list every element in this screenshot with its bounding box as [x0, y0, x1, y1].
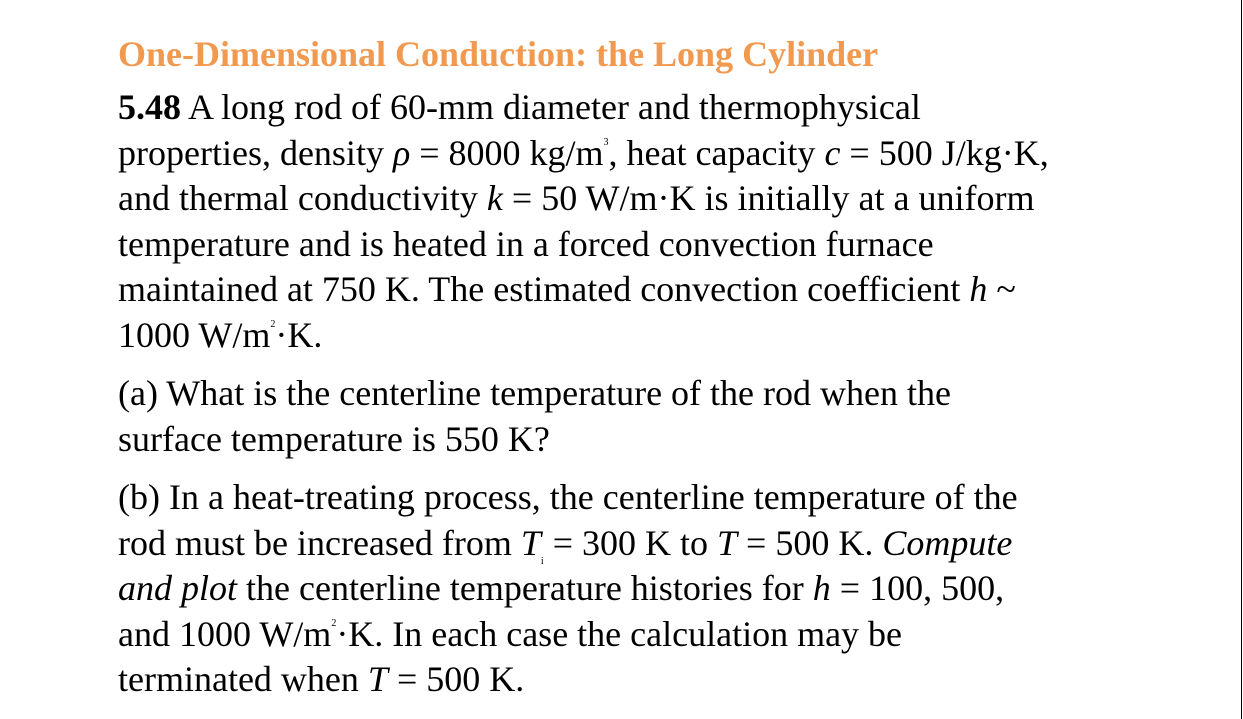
problem-line-5: maintained at 750 K. The estimated convection coefficient h ~: [118, 269, 1016, 309]
problem-number: 5.48: [118, 87, 181, 127]
part-b-line-1: (b) In a heat-treating process, the centerline temperature of the: [118, 477, 1018, 517]
rho-symbol: ρ: [392, 132, 411, 173]
slide-title: One-Dimensional Conduction: the Long Cylinder: [118, 34, 879, 74]
part-b-line-2: rod must be increased from $T_i = 300$ K to T = 500 K. Compute: [118, 522, 1013, 567]
part-a-line-1: (a) What is the centerline temperature of the rod when the: [118, 373, 951, 413]
part-a-line-2: surface temperature is 550 K?: [118, 418, 550, 459]
problem-statement: [118, 85, 1218, 358]
problem-line-2: properties, density ρ = 8000 $kg/m^3$, heat capacity c = 500 J/kg·K,: [118, 132, 1049, 173]
h-symbol: h: [969, 269, 988, 309]
part-b-line-3: and plot the centerline temperature histories for h = 100, 500,: [118, 568, 1005, 608]
problem-line-4: temperature and is heated in a forced convection furnace: [118, 223, 934, 264]
c-symbol: c: [824, 132, 841, 173]
part-a: [118, 371, 1218, 462]
part-b-line-4: and 1000 $W/m^2\cdot K$. In each case the calculation may be: [118, 613, 903, 654]
part-b-line-5: terminated when T = 500 K.: [118, 659, 525, 699]
problem-line-3: and thermal conductivity k = 50 W/m·K is initially at a uniform: [118, 178, 1035, 218]
problem-line-1: 5.48 A long rod of 60-mm diameter and thermophysical: [118, 87, 921, 127]
slide-right-border: [1241, 0, 1242, 719]
problem-line-6: 1000 $W/m^2\cdot K$.: [118, 314, 323, 355]
part-b: [118, 475, 1218, 703]
k-symbol: k: [486, 178, 503, 218]
slide-content: [118, 30, 1218, 703]
